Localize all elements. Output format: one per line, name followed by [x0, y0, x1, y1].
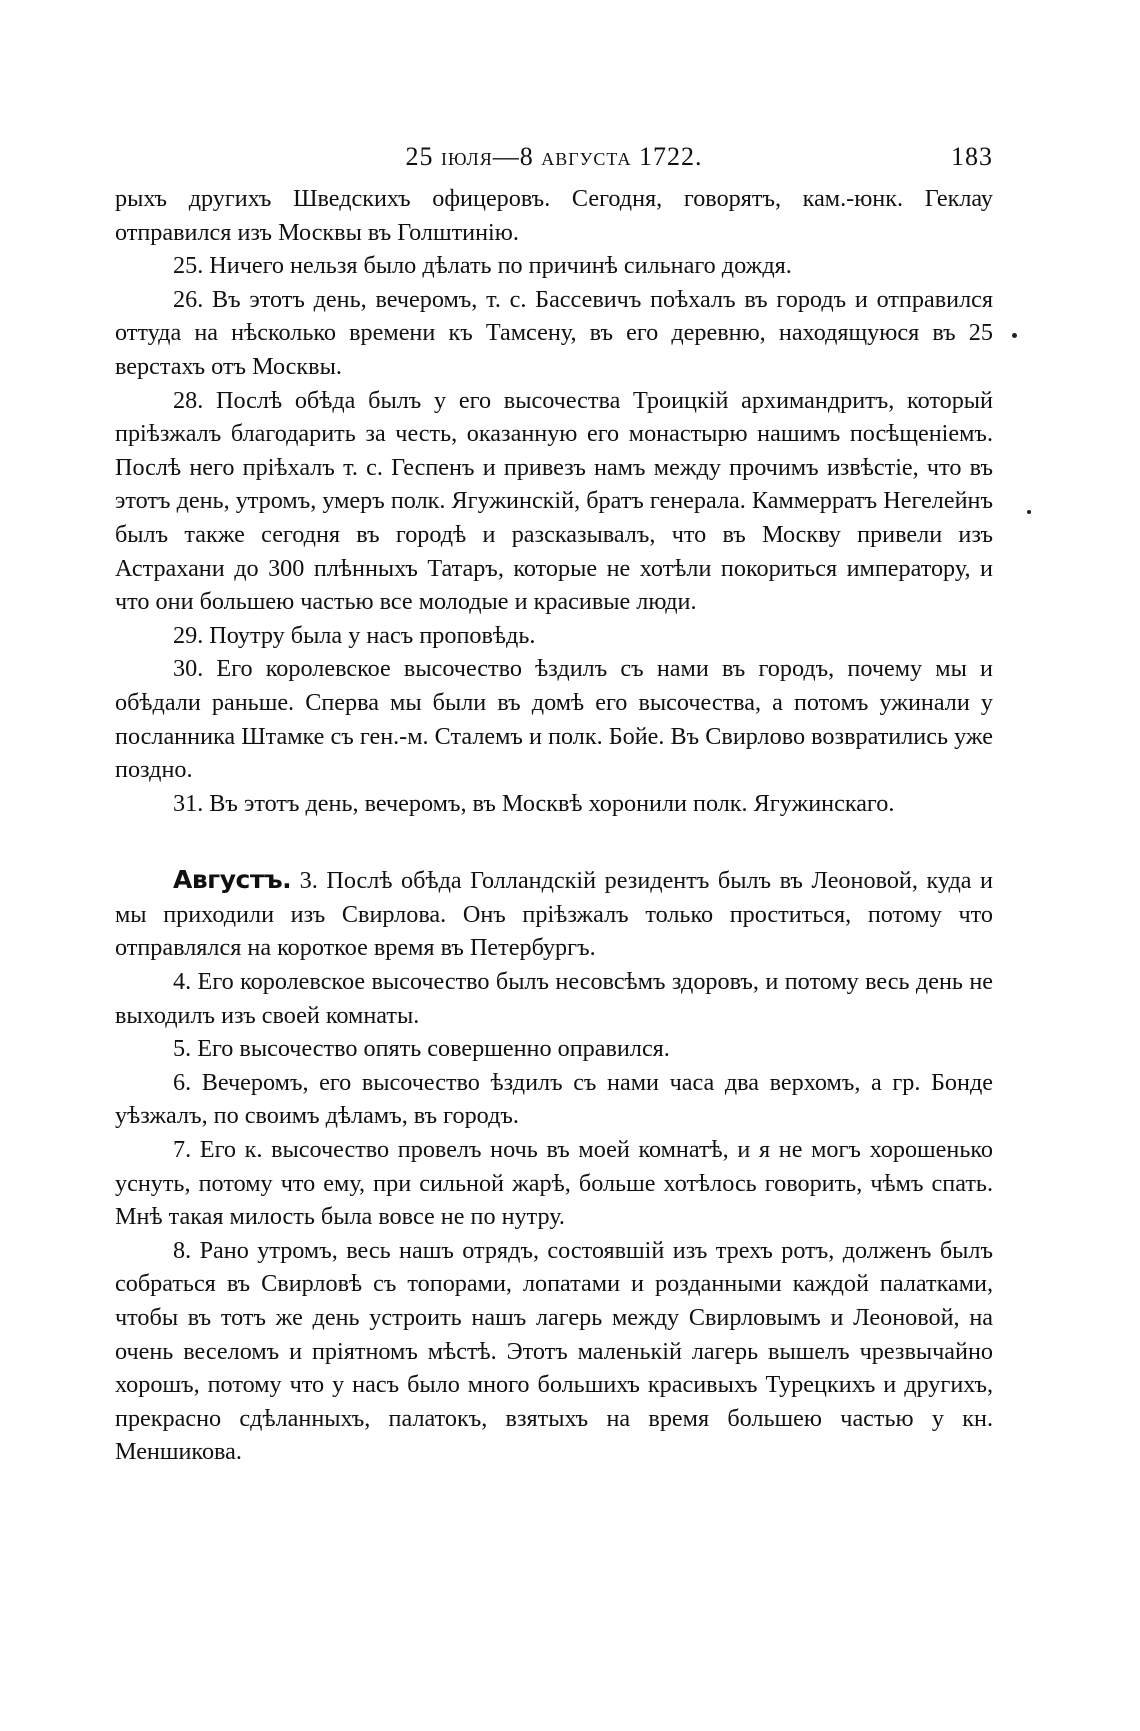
month-heading: Августъ.: [173, 865, 292, 895]
print-speck: [1027, 510, 1031, 514]
paragraph-august-3-text: 3. Послѣ обѣда Голландскій резидентъ былъ въ Леоновой, куда и мы приходили изъ Свирлова. Онъ пріѣзжалъ только проститься, потому что отправлялся на короткое время въ Петербургъ.: [115, 867, 993, 962]
page-body: [115, 182, 993, 1469]
paragraph-august-6: 6. Вечеромъ, его высочество ѣздилъ съ нами часа два верхомъ, а гр. Бонде уѣзжалъ, по своимъ дѣламъ, въ городъ.: [115, 1068, 993, 1130]
paragraph-august-8: 8. Рано утромъ, весь нашъ отрядъ, состоявшій изъ трехъ ротъ, долженъ былъ собраться въ Свирловѣ съ топорами, лопатами и розданными каждой палатками, чтобы въ тотъ же день устроить нашъ лагерь между Свирловымъ и Леоновой, на очень веселомъ и пріятномъ мѣстѣ. Этотъ маленькій лагерь вышелъ чрезвычайно хорошъ, потому что у насъ было много большихъ красивыхъ Турецкихъ и другихъ, прекрасно сдѣланныхъ, палатокъ, взятыхъ на время большею частью у кн. Меншикова.: [115, 1236, 993, 1466]
paragraph-july-25: 25. Ничего нельзя было дѣлать по причинѣ сильнаго дождя.: [173, 252, 792, 280]
paragraph-july-26: 26. Въ этотъ день, вечеромъ, т. с. Бассевичъ поѣхалъ въ городъ и отправился оттуда на нѣсколько времени къ Тамсену, въ его деревню, находящуюся въ 25 верстахъ отъ Москвы.: [115, 285, 993, 380]
paragraph-august-4: 4. Его королевское высочество былъ несовсѣмъ здоровъ, и потому весь день не выходилъ изъ своей комнаты.: [115, 968, 993, 1029]
paragraph-july-28: 28. Послѣ обѣда былъ у его высочества Троицкій архимандритъ, который пріѣзжалъ благодарить за честь, оказанную его монастырю нашимъ посѣщеніемъ. Послѣ него пріѣхалъ т. с. Геспенъ и привезъ намъ между прочимъ извѣстіе, что въ этотъ день, утромъ, умеръ полк. Ягужинскій, братъ генерала. Каммерратъ Негелейнъ былъ также сегодня въ городѣ и разсказывалъ, что въ Москву привели изъ Астрахани до 300 плѣнныхъ Татаръ, которые не хотѣли покориться императору, и что они большею частью все молодые и красивые люди.: [115, 386, 993, 616]
paragraph-august-7: 7. Его к. высочество провелъ ночь въ моей комнатѣ, и я не могъ хорошенько уснуть, потому что ему, при сильной жарѣ, больше хотѣлось говорить, чѣмъ спать. Мнѣ такая милость была вовсе не по нутру.: [115, 1136, 993, 1231]
paragraph-july-31: 31. Въ этотъ день, вечеромъ, въ Москвѣ хоронили полк. Ягужинскаго.: [173, 789, 895, 817]
paragraph-august-3: [115, 863, 993, 965]
page-number: 183: [951, 142, 993, 171]
book-page: [115, 140, 993, 1469]
paragraph-july-29: 29. Поутру была у насъ проповѣдь.: [173, 621, 536, 649]
running-header: [115, 140, 993, 178]
paragraph-july-30: 30. Его королевское высочество ѣздилъ съ нами въ городъ, почему мы и обѣдали раньше. Сперва мы были въ домѣ его высочества, а потомъ ужинали у посланника Штамке съ ген.-м. Сталемъ и полк. Бойе. Въ Свирлово возвратились уже поздно.: [115, 655, 993, 784]
print-speck: [1012, 333, 1017, 338]
paragraph-august-5: 5. Его высочество опять совершенно оправился.: [173, 1035, 670, 1063]
section-gap: [115, 820, 993, 863]
running-title: 25 іюля—8 августа 1722.: [405, 142, 703, 171]
paragraph-continuation: рыхъ другихъ Шведскихъ офицеровъ. Сегодня, говорятъ, кам.-юнк. Геклау отправился изъ Москвы въ Голштинію.: [115, 185, 993, 246]
